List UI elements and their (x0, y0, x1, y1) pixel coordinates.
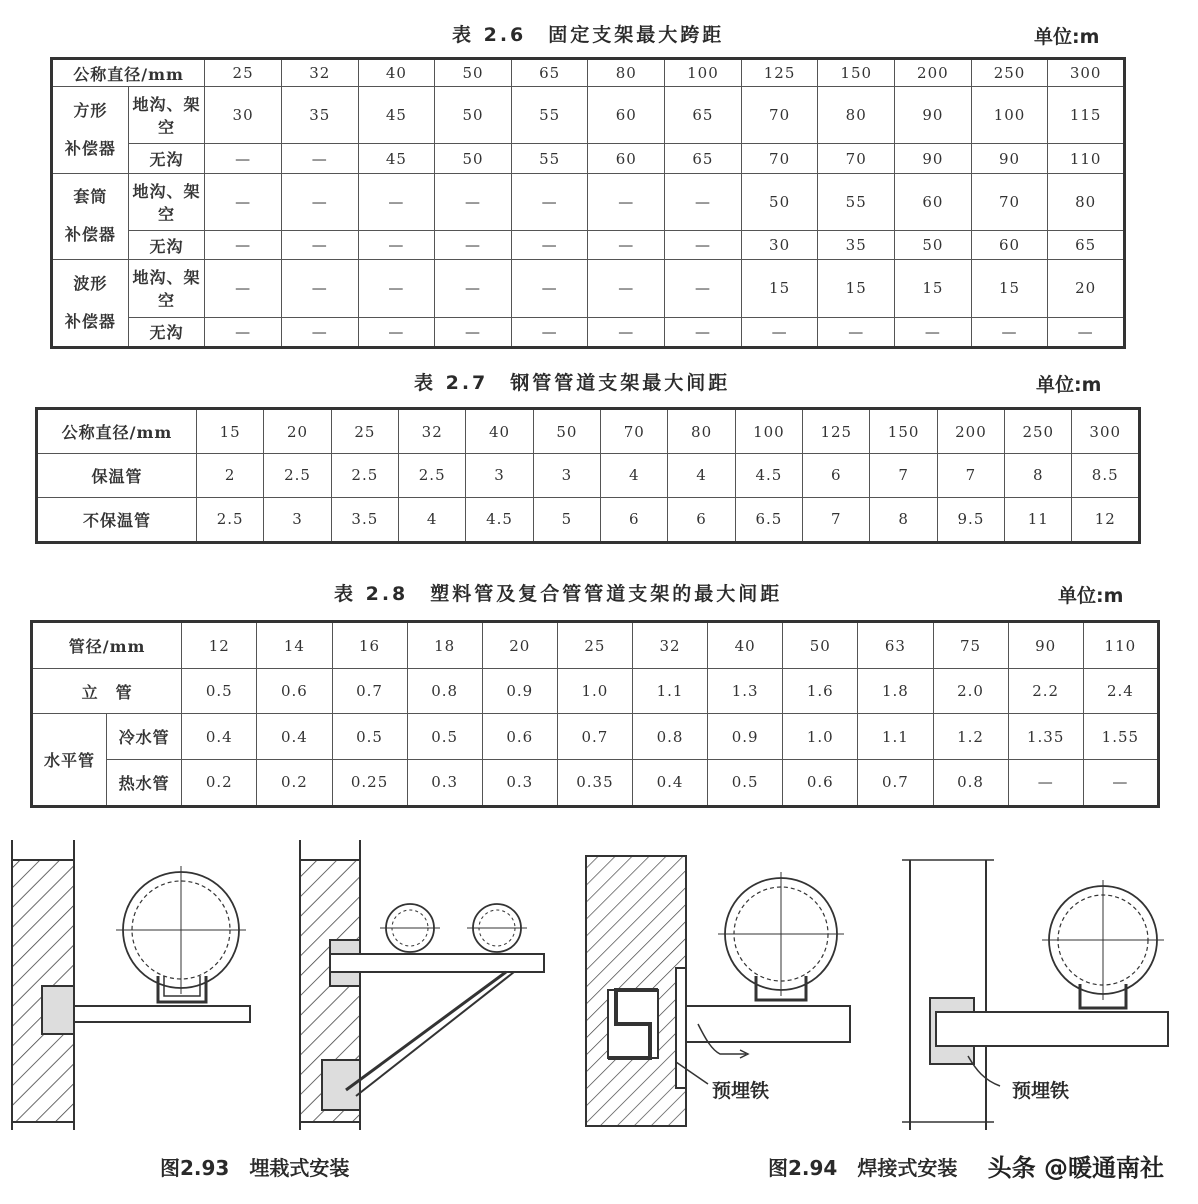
group-label: 波形 补偿器 (52, 260, 129, 348)
table-cell: 1.35 (1008, 714, 1083, 759)
table-cell: 110 (1048, 144, 1125, 173)
table-cell: — (588, 260, 665, 317)
watermark: 头条 @暖通南社 (987, 1154, 1164, 1182)
table-cell: 0.8 (407, 669, 482, 714)
table-cell: 3 (533, 454, 600, 497)
sub-label: 地沟、架空 (128, 87, 205, 144)
group-label: 水平管 (32, 714, 107, 807)
table-cell: 20 (1048, 260, 1125, 317)
sub-label: 无沟 (128, 144, 205, 173)
table-cell: 50 (741, 173, 818, 230)
header-size: 63 (858, 622, 933, 669)
table-row (37, 454, 1140, 497)
table-cell: 1.1 (633, 669, 708, 714)
table-cell: — (511, 231, 588, 260)
header-size: 100 (665, 59, 742, 87)
header-size: 125 (803, 409, 870, 454)
table-cell: 9.5 (937, 497, 1004, 542)
table-cell: 1.0 (557, 669, 632, 714)
table-cell: 3 (264, 497, 331, 542)
table-cell: 0.5 (332, 714, 407, 759)
table-header-row (32, 622, 1159, 669)
sub-label: 无沟 (128, 231, 205, 260)
table-cell: 0.35 (557, 759, 632, 806)
table-cell: — (665, 260, 742, 317)
header-size: 300 (1072, 409, 1140, 454)
table-cell: — (665, 231, 742, 260)
table-cell: 60 (588, 144, 665, 173)
header-label: 公称直径/mm (37, 409, 197, 454)
header-size: 32 (399, 409, 466, 454)
table-cell: — (435, 317, 512, 348)
table-cell: 80 (1048, 173, 1125, 230)
wall-a (12, 840, 74, 1130)
table-cell: 35 (818, 231, 895, 260)
table-cell: 70 (971, 173, 1048, 230)
table-cell: 65 (665, 87, 742, 144)
table-cell: — (435, 231, 512, 260)
table-cell: 0.7 (557, 714, 632, 759)
table-cell: 3.5 (331, 497, 398, 542)
table-cell: — (511, 260, 588, 317)
table-cell: 30 (205, 87, 282, 144)
table-cell: — (281, 317, 358, 348)
table-cell: 1.8 (858, 669, 933, 714)
header-size: 25 (205, 59, 282, 87)
figure-293-caption: 图2.93 埋栽式安装 (160, 1156, 350, 1180)
table-cell: 0.2 (182, 759, 257, 806)
table-cell: 1.2 (933, 714, 1008, 759)
table-row (37, 497, 1140, 542)
header-size: 25 (557, 622, 632, 669)
table-cell: 11 (1005, 497, 1072, 542)
table-cell: 55 (511, 87, 588, 144)
table-cell: — (665, 173, 742, 230)
table-cell: 0.9 (708, 714, 783, 759)
table-cell: 0.3 (407, 759, 482, 806)
header-size: 15 (197, 409, 264, 454)
row-label: 不保温管 (37, 497, 197, 542)
table-cell: 4 (399, 497, 466, 542)
table-cell: 0.6 (482, 714, 557, 759)
table-header-row (37, 409, 1140, 454)
table-cell: — (358, 231, 435, 260)
table26 (50, 57, 1126, 349)
sub-label: 热水管 (107, 759, 182, 806)
table-cell: 8 (870, 497, 937, 542)
table-cell: 15 (818, 260, 895, 317)
table-cell: 1.3 (708, 669, 783, 714)
header-size: 65 (511, 59, 588, 87)
table-cell: — (588, 173, 665, 230)
table-cell: 50 (895, 231, 972, 260)
header-size: 40 (358, 59, 435, 87)
table-row (52, 144, 1125, 173)
table-cell: 0.5 (182, 669, 257, 714)
pipe-a-icon (116, 866, 246, 994)
table-cell: — (358, 317, 435, 348)
group-label: 套筒 补偿器 (52, 173, 129, 260)
table-cell: 2.0 (933, 669, 1008, 714)
table-row (32, 669, 1159, 714)
bracket-b (330, 954, 544, 1096)
table-cell: 6 (803, 454, 870, 497)
table-cell: 8.5 (1072, 454, 1140, 497)
table-cell: 50 (435, 87, 512, 144)
header-size: 125 (741, 59, 818, 87)
table-cell: 5 (533, 497, 600, 542)
table-cell: — (511, 173, 588, 230)
table-cell: 30 (741, 231, 818, 260)
header-size: 80 (588, 59, 665, 87)
table-cell: 90 (971, 144, 1048, 173)
table27-unit: 单位:m (1036, 374, 1102, 396)
table26-unit: 单位:m (1034, 26, 1100, 48)
table-cell: 4 (601, 454, 668, 497)
table-cell: 0.25 (332, 759, 407, 806)
table-cell: 50 (435, 144, 512, 173)
table-cell: — (281, 144, 358, 173)
table-cell: — (971, 317, 1048, 348)
table-cell: 7 (870, 454, 937, 497)
table-cell: 2.5 (399, 454, 466, 497)
table-row (32, 759, 1159, 806)
table-cell: 80 (818, 87, 895, 144)
table-cell: 1.6 (783, 669, 858, 714)
header-label: 管径/mm (32, 622, 182, 669)
header-size: 110 (1083, 622, 1158, 669)
sub-label: 无沟 (128, 317, 205, 348)
header-size: 200 (937, 409, 1004, 454)
row-label: 立 管 (32, 669, 182, 714)
table26-title: 表 2.6 固定支架最大跨距 (452, 24, 725, 46)
table-cell: 2 (197, 454, 264, 497)
wall-c (586, 856, 686, 1126)
table-cell: — (588, 317, 665, 348)
table-cell: — (205, 231, 282, 260)
table-cell: 1.55 (1083, 714, 1158, 759)
table-cell: — (895, 317, 972, 348)
header-size: 50 (533, 409, 600, 454)
table-cell: 1.0 (783, 714, 858, 759)
table-cell: 12 (1072, 497, 1140, 542)
figure-294-drawing (580, 840, 1180, 1140)
table-cell: — (665, 317, 742, 348)
table-cell: — (205, 260, 282, 317)
table-cell: 55 (818, 173, 895, 230)
table28-unit: 单位:m (1058, 585, 1124, 607)
header-label: 公称直径/mm (52, 59, 205, 87)
column-d (902, 860, 994, 1130)
embed-label-c: 预埋铁 (712, 1080, 770, 1102)
table-cell: 0.7 (332, 669, 407, 714)
table-cell: 0.2 (257, 759, 332, 806)
table-row (52, 231, 1125, 260)
embed-label-d: 预埋铁 (1012, 1080, 1070, 1102)
table-cell: 1.1 (858, 714, 933, 759)
table-cell: 2.4 (1083, 669, 1158, 714)
table-cell: — (1008, 759, 1083, 806)
table-cell: — (205, 144, 282, 173)
header-size: 14 (257, 622, 332, 669)
table-cell: 15 (741, 260, 818, 317)
table-cell: 0.8 (933, 759, 1008, 806)
table-cell: — (1048, 317, 1125, 348)
table-cell: 6 (601, 497, 668, 542)
header-size: 40 (466, 409, 533, 454)
table-cell: 4 (668, 454, 735, 497)
table-cell: — (741, 317, 818, 348)
table-row (52, 173, 1125, 230)
header-size: 32 (633, 622, 708, 669)
table-cell: — (435, 173, 512, 230)
table-cell: 60 (895, 173, 972, 230)
sub-label: 地沟、架空 (128, 173, 205, 230)
pipe-d-icon (1042, 880, 1164, 1000)
pipe-c-icon (718, 872, 844, 996)
table-cell: 60 (588, 87, 665, 144)
table-row (32, 714, 1159, 759)
header-size: 40 (708, 622, 783, 669)
table-cell: — (205, 173, 282, 230)
table-cell: 7 (803, 497, 870, 542)
table-cell: 6.5 (735, 497, 802, 542)
table27 (35, 407, 1141, 544)
header-size: 32 (281, 59, 358, 87)
table-cell: 60 (971, 231, 1048, 260)
header-size: 200 (895, 59, 972, 87)
table28 (30, 620, 1160, 808)
header-size: 100 (735, 409, 802, 454)
figure-294-caption: 图2.94 焊接式安装 (768, 1156, 958, 1180)
table-cell: — (818, 317, 895, 348)
table-cell: 8 (1005, 454, 1072, 497)
figure-293-drawing (0, 840, 580, 1140)
table-cell: — (435, 260, 512, 317)
table-cell: 15 (895, 260, 972, 317)
table-cell: 65 (1048, 231, 1125, 260)
header-size: 70 (601, 409, 668, 454)
bracket-c (676, 968, 850, 1088)
group-label: 方形 补偿器 (52, 87, 129, 174)
table-cell: — (281, 260, 358, 317)
header-size: 16 (332, 622, 407, 669)
header-size: 250 (971, 59, 1048, 87)
table-cell: 2.5 (331, 454, 398, 497)
table-cell: — (281, 173, 358, 230)
table-cell: 55 (511, 144, 588, 173)
table-cell: 0.6 (257, 669, 332, 714)
table-cell: 2.2 (1008, 669, 1083, 714)
table-cell: 70 (741, 144, 818, 173)
header-size: 250 (1005, 409, 1072, 454)
table-cell: 2.5 (197, 497, 264, 542)
table-cell: 0.5 (407, 714, 482, 759)
header-size: 25 (331, 409, 398, 454)
table-cell: 2.5 (264, 454, 331, 497)
table28-title: 表 2.8 塑料管及复合管管道支架的最大间距 (334, 583, 783, 605)
table-cell: 35 (281, 87, 358, 144)
table-cell: — (281, 231, 358, 260)
table-row (52, 260, 1125, 317)
header-size: 18 (407, 622, 482, 669)
pipe-b2-icon (467, 904, 527, 952)
sub-label: 冷水管 (107, 714, 182, 759)
header-size: 150 (870, 409, 937, 454)
table-row (52, 317, 1125, 348)
table-cell: — (358, 173, 435, 230)
header-size: 80 (668, 409, 735, 454)
header-size: 75 (933, 622, 1008, 669)
table-cell: 0.8 (633, 714, 708, 759)
header-size: 20 (482, 622, 557, 669)
table-cell: 4.5 (735, 454, 802, 497)
table-cell: 0.7 (858, 759, 933, 806)
table-cell: 7 (937, 454, 1004, 497)
table-cell: 0.4 (182, 714, 257, 759)
header-size: 20 (264, 409, 331, 454)
table-cell: 90 (895, 144, 972, 173)
table-cell: 70 (818, 144, 895, 173)
table-cell: 115 (1048, 87, 1125, 144)
table-cell: 100 (971, 87, 1048, 144)
table-cell: 70 (741, 87, 818, 144)
table-cell: — (588, 231, 665, 260)
table-cell: 0.5 (708, 759, 783, 806)
table-cell: 45 (358, 87, 435, 144)
table-row (52, 87, 1125, 144)
table-header-row (52, 59, 1125, 87)
table-cell: 0.3 (482, 759, 557, 806)
table-cell: — (358, 260, 435, 317)
table-cell: 0.9 (482, 669, 557, 714)
table-cell: 4.5 (466, 497, 533, 542)
header-size: 90 (1008, 622, 1083, 669)
header-size: 12 (182, 622, 257, 669)
table-cell: 3 (466, 454, 533, 497)
header-size: 150 (818, 59, 895, 87)
table-cell: 45 (358, 144, 435, 173)
header-size: 50 (435, 59, 512, 87)
table-cell: 0.6 (783, 759, 858, 806)
table-cell: — (1083, 759, 1158, 806)
table-cell: 90 (895, 87, 972, 144)
table-cell: 6 (668, 497, 735, 542)
header-size: 50 (783, 622, 858, 669)
table-cell: 0.4 (633, 759, 708, 806)
bracket-a (74, 976, 250, 1022)
pipe-b1-icon (380, 904, 440, 952)
table-cell: — (205, 317, 282, 348)
table-cell: — (511, 317, 588, 348)
table27-title: 表 2.7 钢管管道支架最大间距 (414, 372, 731, 394)
table-cell: 15 (971, 260, 1048, 317)
header-size: 300 (1048, 59, 1125, 87)
sub-label: 地沟、架空 (128, 260, 205, 317)
table-cell: 0.4 (257, 714, 332, 759)
table-cell: 65 (665, 144, 742, 173)
row-label: 保温管 (37, 454, 197, 497)
